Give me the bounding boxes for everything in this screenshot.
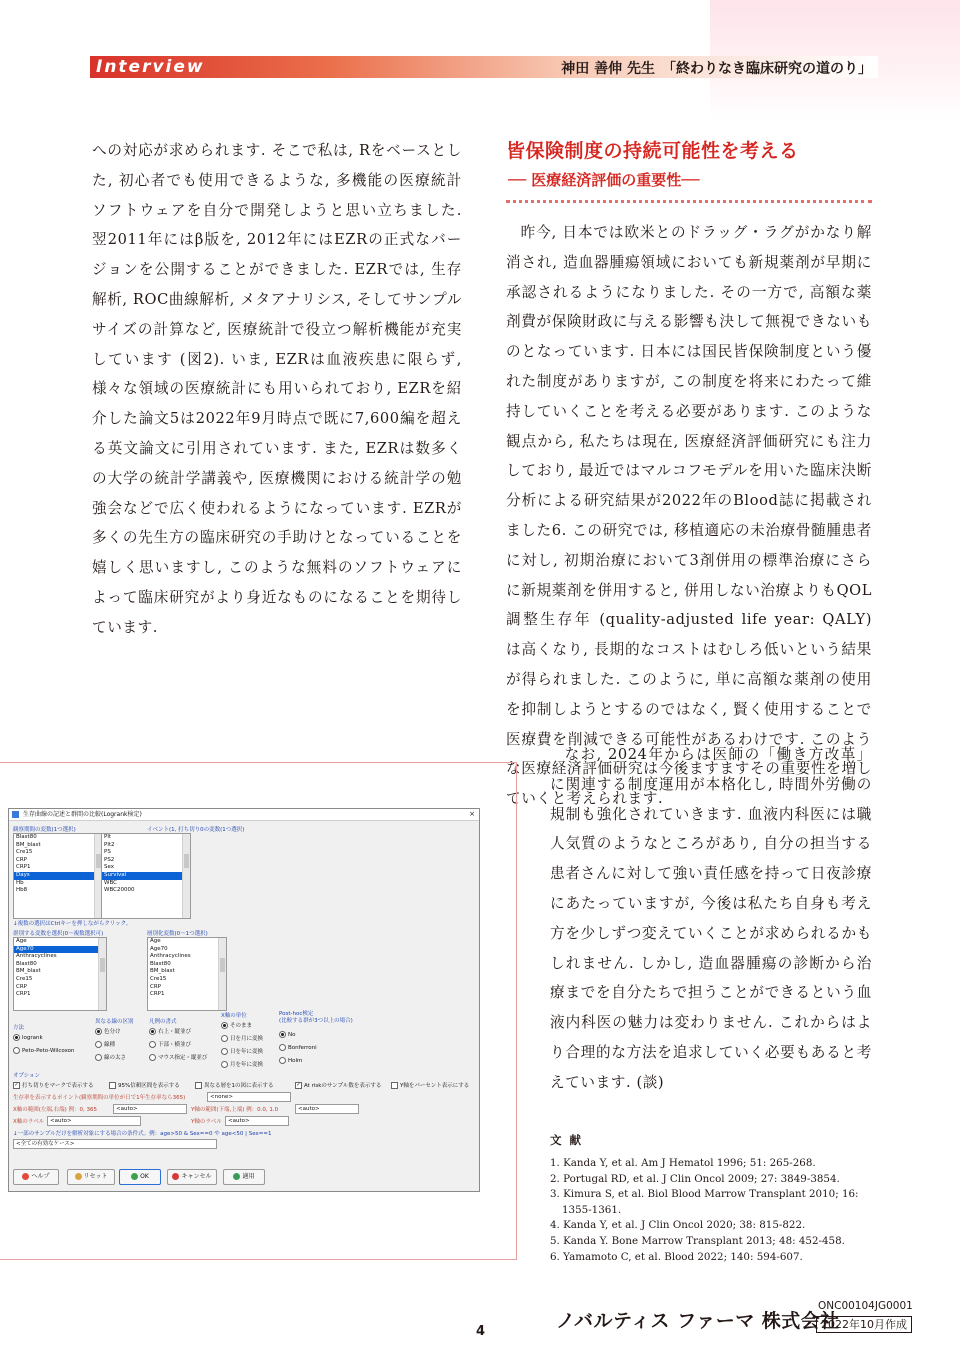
xlabel-label: X軸のラベル [13,1119,45,1125]
reset-icon [75,1173,82,1180]
time-var-label: 観察期間の変数(1つ選択) [13,827,76,833]
reference-item: 6. Yamamoto C, et al. Blood 2022; 140: 594-607. [550,1250,803,1263]
header-label: Interview [96,57,205,77]
list-item[interactable]: Age70 [150,945,168,952]
list-item[interactable]: CRP [150,983,161,990]
xunit-asis-radio[interactable]: そのまま [221,1021,252,1029]
condition-input[interactable]: <全ての有効なケース> [13,1139,217,1149]
references [550,1132,880,1265]
list-item[interactable]: Cre15 [16,849,33,856]
cancel-button[interactable]: キャンセル [167,1169,217,1185]
xunit-day-month-radio[interactable]: 日を月に変換 [221,1034,263,1042]
at-risk-checkbox[interactable]: ✓ At riskのサンプル数を表示する [296,1082,382,1089]
ci-checkbox[interactable]: 95%信頼区間を表示する [109,1081,180,1089]
scrollbar[interactable] [98,938,106,1010]
app-icon [12,811,19,818]
references-list [550,1156,880,1265]
reset-button[interactable]: リセット [67,1169,115,1185]
xunit-day-year-radio[interactable]: 日を年に変換 [221,1047,263,1055]
dialog-titlebar [9,809,479,821]
list-item[interactable]: Hb [16,879,24,886]
yrange-input[interactable]: <auto> [295,1104,359,1114]
xrange-input[interactable]: <auto> [113,1104,187,1114]
right-column [506,218,872,814]
legend-mouse-radio[interactable]: マウス指定・縦並び [149,1053,207,1061]
scrollbar[interactable] [218,938,226,1010]
check-icon [131,1173,138,1180]
legend-topright-radio[interactable]: 右上・縦並び [149,1027,191,1035]
method-label: 方法 [13,1025,25,1031]
company-logo: ノバルティス ファーマ 株式会社 [556,1310,840,1332]
xlabel-input[interactable]: <auto> [47,1116,141,1126]
list-item-selected[interactable]: Survival [102,872,190,880]
ylabel-label: Y軸のラベル [191,1119,222,1125]
help-icon [22,1173,29,1180]
line-type-radio[interactable]: 線種 [95,1040,115,1048]
posthoc-label: Post-hoc検定 (比較する群が3つ以上の場合) [279,1011,353,1024]
list-item-selected[interactable]: Age70 [14,946,106,954]
list-item[interactable]: BM_blast [150,968,175,975]
posthoc-bonferroni-radio[interactable]: Bonferroni [279,1044,317,1051]
list-item[interactable]: Blast80 [16,834,37,840]
list-item[interactable]: Plt [104,834,112,840]
time-var-list[interactable] [13,833,103,919]
event-var-label: イベント(1, 打ち切り0の変数(1つ選択) [147,827,245,833]
strata-var-list[interactable] [147,937,227,1011]
line-label: 異なる線の区別 [95,1019,134,1025]
right-paragraph-1: 昨今, 日本では欧米とのドラッグ・ラグがかなり解消され, 造血器腫瘍領域においても新規薬剤が早期に承認されるようになりました. その一方で, 高額な薬剤費が保険財政に与える影響も決して無視できないものとなっています. 日本には国民皆保険制度という優れた制度がありますが, この制度を将来にわたって維持していくことを考える必要があります. このような観点から, 私たちは現在, 医療経済評価研究にも注力しており, 最近ではマルコフモデルを用いた臨床決断分析による研究結果が2022年のBlood誌に掲載されました6. この研究では, 移植適応の未治療骨髄腫患者に対し, 初期治療において3剤併用の標準治療にさらに新規薬剤を併用すると, 併用しない治療よりもQOL調整生存年 (quality-adjusted life year: QALY) は高くなり, 長期的なコストはむしろ低いという結果が得られました. このように, 単に高額な薬剤の使用を抑制しようとするのではなく, 賢く使用することで医療費を削減できる可能性があるわけです. このような医療経済評価研究は今後ますますその重要性を増していくと考えられます. [506,224,872,808]
posthoc-holm-radio[interactable]: Holm [279,1057,302,1064]
list-item[interactable]: WBC [104,879,117,886]
ok-button[interactable]: OK [119,1169,161,1185]
strata-one-plot-checkbox[interactable]: 異なる層を1の図に表示する [195,1081,274,1089]
yrange-label: Y軸の範囲(下端,上端) 例：0.0, 1.0 [191,1107,279,1113]
header-title: 神田 善伸 先生 「終わりなき臨床研究の道のり」 [561,61,872,77]
list-item[interactable]: BM_blast [16,968,41,975]
creation-date: 2022年10月作成 [816,1316,912,1333]
document-code: ONC00104JG0001 [818,1300,913,1312]
xunit-label: X軸の単位 [221,1013,247,1019]
reference-item: 3. Kimura S, et al. Biol Blood Marrow Transplant 2010; 16: 1355-1361. [550,1188,859,1216]
list-item[interactable]: Anthracyclines [150,953,191,960]
method-peto-radio[interactable]: Peto-Peto-Wilcoxon [13,1047,75,1054]
references-title: 文 献 [550,1133,584,1147]
list-item[interactable]: CRP1 [16,864,31,871]
censor-mark-checkbox[interactable]: ✓ 打ち切りをマークで表示する [14,1082,94,1089]
right-paragraph-2: なお, 2024年からは医師の「働き方改革」に関連する制度運用が本格化し, 時間外労働の規制も強化されていきます. 血液内科医には職人気質のようなところがあり, 自分の担当する患者さんに対して強い責任感を持って日夜診療にあたっていますが, 今後は私たち自身も考え方を少しずつ変えていくことが求められるかもしれません. しかし, 造血器腫瘍の診断から治療までを自分たちで担うことができるという血液内科医の魅力は変わりません. これからはより合理的な方法を追求していく必要もあると考えています. (談) [550,746,872,1091]
survival-points-label: 生存率を表示するポイント(観察期間の単位が日で1年生存率なら365) [13,1095,186,1101]
list-item[interactable]: Sex [104,864,115,871]
line-width-radio[interactable]: 線の太さ [95,1053,126,1061]
list-item[interactable]: Age [150,938,161,944]
reference-item: 5. Kanda Y. Bone Marrow Transplant 2013; 48: 452-458. [550,1234,845,1247]
list-item-selected[interactable]: Days [14,872,102,880]
apply-icon [233,1173,240,1180]
dialog-title: 生存曲線の記述と群間の比較(Logrank検定) [23,811,142,818]
list-item[interactable]: Hb8 [16,887,28,894]
list-item[interactable]: Blast80 [16,960,37,967]
survival-points-input[interactable]: <none> [207,1092,291,1102]
list-item[interactable]: BM_blast [16,841,41,848]
help-button[interactable]: ヘルプ [13,1169,59,1185]
xrange-label: X軸の範囲(左端,右端) 例：0, 365 [13,1107,98,1113]
list-item[interactable]: Cre15 [150,975,167,982]
legend-bottom-radio[interactable]: 下部・横並び [149,1040,191,1048]
list-item[interactable]: Blast80 [150,960,171,967]
list-item[interactable]: CRP1 [150,991,165,998]
method-logrank-radio[interactable]: logrank [13,1034,43,1041]
apply-button[interactable]: 適用 [223,1169,265,1185]
condition-note: ↓一部のサンプルだけを解析対象にする場合の条件式。例：age>50 & Sex==0 や age<50 | Sex==1 [13,1131,272,1137]
list-item[interactable]: Age [16,938,27,944]
list-item[interactable]: CRP [16,856,27,863]
section-divider [506,200,872,203]
list-item[interactable]: CRP1 [16,991,31,998]
list-item[interactable]: Cre15 [16,975,33,982]
header-banner [90,56,878,78]
legend-label: 凡例の書式 [149,1019,177,1025]
list-item[interactable]: WBC20000 [104,887,135,894]
y-percent-checkbox[interactable]: Y軸をパーセント表示にする [391,1081,469,1089]
ylabel-input[interactable]: <auto> [225,1116,289,1126]
close-icon[interactable]: × [469,810,475,818]
reference-item: 2. Portugal RD, et al. J Clin Oncol 2009; 27: 3849-3854. [550,1172,840,1185]
scrollbar[interactable] [182,834,190,918]
page-number: 4 [476,1324,486,1339]
group-var-label: 群別する変数を選択(0～複数選択可) [13,931,104,937]
list-item[interactable]: Anthracyclines [16,953,57,960]
xunit-month-year-radio[interactable]: 月を年に変換 [221,1060,263,1068]
list-item[interactable]: Plt2 [104,841,115,848]
ezr-dialog-window [8,808,480,1192]
line-color-radio[interactable]: 色分け [95,1027,121,1035]
list-item[interactable]: CRP [16,983,27,990]
posthoc-no-radio[interactable]: No [279,1031,295,1038]
cancel-icon [172,1173,179,1180]
multi-select-note: ↓複数の選択はCtrlキーを押しながらクリック。 [13,921,132,927]
left-column [92,136,462,643]
list-item[interactable]: PS2 [104,856,115,863]
group-var-list[interactable] [13,937,107,1011]
section-title: 皆保険制度の持続可能性を考える [506,140,799,162]
reference-item: 4. Kanda Y, et al. J Clin Oncol 2020; 38: 815-822. [550,1219,806,1232]
left-paragraph: への対応が求められます. そこで私は, Rをベースとした, 初心者でも使用できるような, 多機能の医療統計ソフトウェアを自分で開発しようと思い立ちました. 翌2011年にはβ版を, 2012年にはEZRの正式なバージョンを公開することができました. EZRでは, 生存解析, ROC曲線解析, メタアナリシス, そしてサンプルサイズの計算など, 医療統計で役立つ解析機能が充実しています (図2). いま, EZRは血液疾患に限らず, 様々な領域の医療統計にも用いられており, EZRを紹介した論文5は2022年9月時点で既に7,600編を超える英文論文に引用されています. また, EZRは数多くの大学の統計学講義や, 医療機関における統計学の勉強会などで広く使われるようになっています. EZRが多くの先生方の臨床研究の手助けとなっていることを嬉しく思いますし, このような無料のソフトウェアによって臨床研究がより身近なものになることを期待しています. [92,142,462,636]
list-item[interactable]: PS [104,849,111,856]
event-var-list[interactable] [101,833,191,919]
section-subtitle: ── 医療経済評価の重要性── [508,171,700,189]
options-label: オプション [13,1073,41,1079]
right-column-lower [550,740,872,1098]
section-heading [506,136,876,190]
strata-var-label: 層別化変数(0～1つ選択) [147,931,208,937]
reference-item: 1. Kanda Y, et al. Am J Hematol 1996; 51: 265-268. [550,1157,816,1169]
